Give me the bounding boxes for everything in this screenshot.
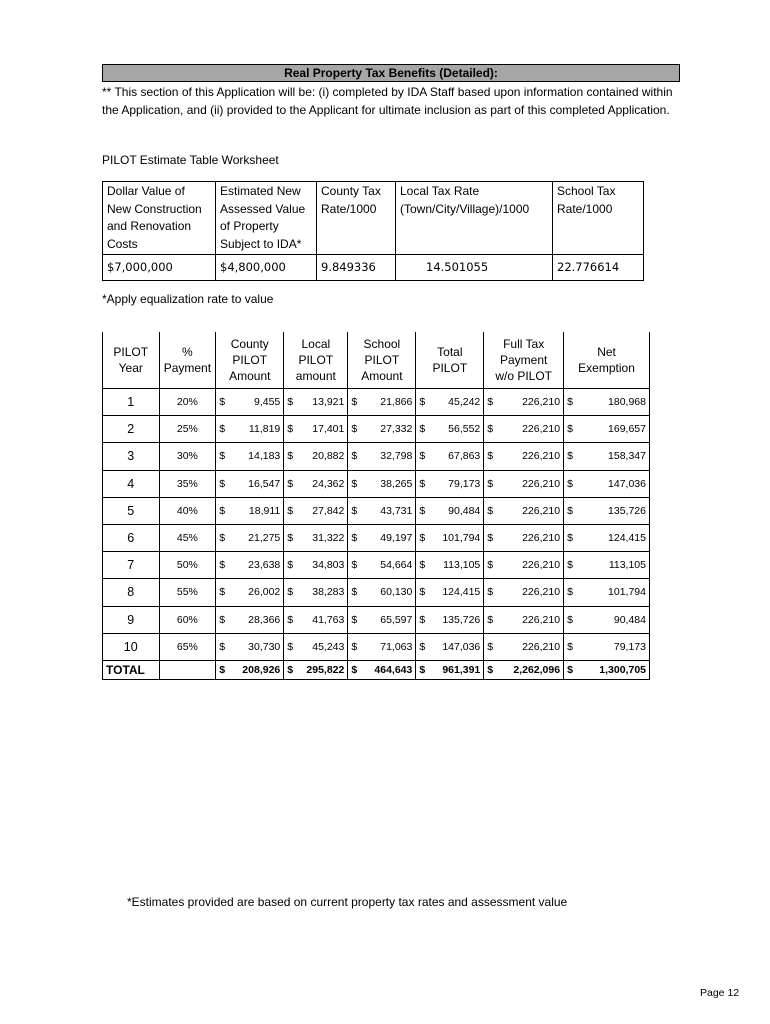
pilot-row <box>103 606 650 633</box>
pilot-county-cell <box>216 470 284 497</box>
pilot-local-cell <box>284 524 348 551</box>
currency-symbol: $ <box>219 423 226 436</box>
pilot-full-value: 226,210 <box>522 613 561 626</box>
currency-symbol: $ <box>567 532 573 545</box>
pilot-full-cell <box>484 416 564 443</box>
worksheet-title: PILOT Estimate Table Worksheet <box>102 153 279 167</box>
currency-symbol: $ <box>567 640 573 653</box>
pilot-school-value: 54,664 <box>380 559 413 572</box>
pilot-year: 5 <box>103 497 160 524</box>
pilot-total-value: 79,173 <box>448 477 481 490</box>
currency-symbol: $ <box>567 450 573 463</box>
currency-symbol: $ <box>287 663 294 676</box>
pilot-school-cell <box>348 497 416 524</box>
pilot-payment-pct: 40% <box>159 497 216 524</box>
total-local <box>284 660 348 679</box>
pilot-school-cell <box>348 470 416 497</box>
pilot-local-cell <box>284 552 348 579</box>
currency-symbol: $ <box>287 504 294 517</box>
header-line: PILOT <box>364 353 400 367</box>
pilot-local-value: 41,763 <box>312 613 345 626</box>
currency-symbol: $ <box>487 663 494 676</box>
pilot-total-cell <box>416 524 484 551</box>
intro-text: ** This section of this Application will be: (i) completed by IDA Staff based upon information contained within the Application, and (ii) provided to the Applicant for ultimate inclusion as part of this completed Application. <box>102 85 673 117</box>
header-line: w/o PILOT <box>495 369 553 383</box>
total-school <box>348 660 416 679</box>
pilot-net-value: 158,347 <box>608 450 646 463</box>
pilot-school-value: 43,731 <box>380 504 413 517</box>
pilot-school-value: 65,597 <box>380 613 413 626</box>
pilot-county-cell <box>216 524 284 551</box>
currency-symbol: $ <box>351 613 358 626</box>
currency-symbol: $ <box>567 504 573 517</box>
page-number: Page 12 <box>700 987 740 999</box>
pilot-header-cell <box>216 332 284 389</box>
pilot-school-cell <box>348 524 416 551</box>
pilot-total-cell <box>416 606 484 633</box>
currency-symbol: $ <box>219 477 226 490</box>
pilot-net-cell <box>564 606 650 633</box>
pilot-header-cell <box>159 332 216 389</box>
pilot-row <box>103 497 650 524</box>
pilot-county-value: 18,911 <box>248 504 281 517</box>
pilot-county-cell <box>216 443 284 470</box>
pilot-total-value: 101,794 <box>442 532 481 545</box>
currency-symbol: $ <box>419 450 426 463</box>
pilot-full-value: 226,210 <box>522 640 561 653</box>
pilot-payment-pct: 25% <box>159 416 216 443</box>
header-line: Amount <box>361 369 403 383</box>
currency-symbol: $ <box>567 423 573 436</box>
pilot-payment-pct: 55% <box>159 579 216 606</box>
school-tax-rate: 22.776614 <box>553 255 644 281</box>
total-full <box>484 660 564 679</box>
currency-symbol: $ <box>287 396 294 409</box>
currency-symbol: $ <box>351 450 358 463</box>
pilot-school-value: 27,332 <box>380 423 413 436</box>
total-label: TOTAL <box>103 660 160 679</box>
pilot-total-value: 124,415 <box>442 586 481 599</box>
currency-symbol: $ <box>351 532 358 545</box>
header-line: Rate/1000 <box>557 201 613 216</box>
pilot-year: 2 <box>103 416 160 443</box>
header-line: New Construction <box>107 201 202 216</box>
currency-symbol: $ <box>219 663 226 676</box>
currency-symbol: $ <box>487 423 494 436</box>
currency-symbol: $ <box>287 640 294 653</box>
pilot-net-cell <box>564 579 650 606</box>
pilot-net-cell <box>564 389 650 416</box>
total-pilot <box>416 660 484 679</box>
pilot-full-cell <box>484 579 564 606</box>
total-full-value: 2,262,096 <box>513 663 561 676</box>
total-pct <box>159 660 216 679</box>
header-line: amount <box>295 369 336 383</box>
currency-symbol: $ <box>287 586 294 599</box>
pilot-payment-pct: 65% <box>159 633 216 660</box>
estimate-header-row <box>103 182 644 255</box>
header-line: Full Tax <box>503 337 545 351</box>
header-line: Amount <box>229 369 271 383</box>
pilot-year: 7 <box>103 552 160 579</box>
currency-symbol: $ <box>287 559 294 572</box>
currency-symbol: $ <box>219 559 226 572</box>
pilot-total-cell <box>416 633 484 660</box>
equalization-note: *Apply equalization rate to value <box>102 292 274 306</box>
total-local-value: 295,822 <box>306 663 345 676</box>
estimate-table <box>102 181 644 281</box>
pilot-local-value: 24,362 <box>312 477 345 490</box>
pilot-local-value: 17,401 <box>312 423 345 436</box>
header-line: Local Tax Rate <box>400 184 480 198</box>
currency-symbol: $ <box>419 477 426 490</box>
pilot-net-value: 90,484 <box>613 613 646 626</box>
pilot-header-cell <box>348 332 416 389</box>
pilot-total-value: 67,863 <box>448 450 481 463</box>
currency-symbol: $ <box>487 532 494 545</box>
pilot-net-value: 79,173 <box>613 640 646 653</box>
currency-symbol: $ <box>487 613 494 626</box>
pilot-total-value: 90,484 <box>448 504 481 517</box>
currency-symbol: $ <box>219 532 226 545</box>
pilot-school-cell <box>348 416 416 443</box>
currency-symbol: $ <box>487 450 494 463</box>
currency-symbol: $ <box>419 504 426 517</box>
pilot-net-value: 124,415 <box>608 532 646 545</box>
pilot-total-value: 113,105 <box>443 559 481 572</box>
currency-symbol: $ <box>219 640 226 653</box>
currency-symbol: $ <box>351 423 358 436</box>
currency-symbol: $ <box>419 532 426 545</box>
pilot-net-cell <box>564 497 650 524</box>
currency-symbol: $ <box>567 477 573 490</box>
estimate-header-cell <box>317 182 396 255</box>
currency-symbol: $ <box>419 663 426 676</box>
pilot-full-cell <box>484 497 564 524</box>
currency-symbol: $ <box>351 663 358 676</box>
pilot-county-value: 16,547 <box>248 477 281 490</box>
pilot-county-value: 11,819 <box>248 423 281 436</box>
header-line: Costs <box>107 236 138 251</box>
pilot-header-cell <box>416 332 484 389</box>
pilot-header-cell <box>103 332 160 389</box>
pilot-total-row <box>103 660 650 679</box>
pilot-full-value: 226,210 <box>522 423 561 436</box>
pilot-net-value: 169,657 <box>608 423 646 436</box>
pilot-county-cell <box>216 552 284 579</box>
header-line: School Tax <box>557 184 616 198</box>
header-line: Rate/1000 <box>321 201 377 216</box>
pilot-payment-pct: 60% <box>159 606 216 633</box>
currency-symbol: $ <box>567 586 573 599</box>
pilot-net-value: 101,794 <box>608 586 646 599</box>
pilot-total-value: 56,552 <box>448 423 481 436</box>
pilot-local-value: 34,803 <box>312 559 345 572</box>
header-line: % <box>182 345 193 359</box>
pilot-year: 9 <box>103 606 160 633</box>
pilot-school-cell <box>348 606 416 633</box>
currency-symbol: $ <box>487 477 494 490</box>
pilot-net-cell <box>564 416 650 443</box>
currency-symbol: $ <box>419 613 426 626</box>
pilot-county-cell <box>216 606 284 633</box>
pilot-local-cell <box>284 443 348 470</box>
header-line: School <box>363 337 401 351</box>
pilot-school-cell <box>348 579 416 606</box>
pilot-header-cell <box>284 332 348 389</box>
pilot-full-value: 226,210 <box>522 586 561 599</box>
pilot-full-value: 226,210 <box>522 477 561 490</box>
pilot-total-cell <box>416 579 484 606</box>
pilot-net-cell <box>564 524 650 551</box>
total-county-value: 208,926 <box>242 663 281 676</box>
header-line: Dollar Value of <box>107 184 185 198</box>
header-line: PILOT <box>113 345 149 359</box>
pilot-row <box>103 579 650 606</box>
pilot-county-value: 30,730 <box>248 640 281 653</box>
total-pilot-value: 961,391 <box>442 663 481 676</box>
pilot-local-value: 45,243 <box>312 640 345 653</box>
pilot-full-cell <box>484 470 564 497</box>
header-line: Local <box>301 337 331 351</box>
pilot-year: 10 <box>103 633 160 660</box>
pilot-total-cell <box>416 389 484 416</box>
pilot-total-cell <box>416 416 484 443</box>
pilot-payment-pct: 50% <box>159 552 216 579</box>
header-line: County Tax <box>321 184 381 198</box>
pilot-row <box>103 443 650 470</box>
pilot-header-row <box>103 332 650 389</box>
currency-symbol: $ <box>487 586 494 599</box>
pilot-local-cell <box>284 416 348 443</box>
county-tax-rate: 9.849336 <box>317 255 396 281</box>
pilot-local-cell <box>284 633 348 660</box>
pilot-school-value: 38,265 <box>380 477 413 490</box>
pilot-table <box>102 332 650 680</box>
estimate-header-cell <box>396 182 553 255</box>
currency-symbol: $ <box>287 532 294 545</box>
pilot-county-cell <box>216 389 284 416</box>
pilot-school-cell <box>348 633 416 660</box>
pilot-row <box>103 470 650 497</box>
header-line: (Town/City/Village)/1000 <box>400 201 530 216</box>
currency-symbol: $ <box>219 586 226 599</box>
pilot-row <box>103 524 650 551</box>
estimate-header-cell <box>553 182 644 255</box>
pilot-year: 4 <box>103 470 160 497</box>
pilot-school-value: 71,063 <box>380 640 413 653</box>
currency-symbol: $ <box>287 477 294 490</box>
pilot-county-cell <box>216 497 284 524</box>
pilot-payment-pct: 45% <box>159 524 216 551</box>
pilot-county-value: 9,455 <box>253 396 281 409</box>
pilot-county-value: 23,638 <box>248 559 281 572</box>
pilot-full-cell <box>484 606 564 633</box>
pilot-school-value: 60,130 <box>380 586 413 599</box>
pilot-total-value: 45,242 <box>448 396 481 409</box>
pilot-full-value: 226,210 <box>522 532 561 545</box>
currency-symbol: $ <box>219 396 226 409</box>
header-line: Year <box>118 361 143 375</box>
header-line: and Renovation <box>107 219 192 233</box>
currency-symbol: $ <box>419 559 426 572</box>
pilot-local-cell <box>284 470 348 497</box>
pilot-total-cell <box>416 443 484 470</box>
currency-symbol: $ <box>287 450 294 463</box>
pilot-row <box>103 416 650 443</box>
header-line: PILOT <box>298 353 334 367</box>
pilot-row <box>103 633 650 660</box>
estimate-value-row <box>103 255 644 281</box>
pilot-total-value: 147,036 <box>442 640 481 653</box>
pilot-county-value: 26,002 <box>248 586 281 599</box>
currency-symbol: $ <box>219 450 226 463</box>
pilot-net-value: 180,968 <box>608 396 646 409</box>
pilot-year: 1 <box>103 389 160 416</box>
estimate-header-cell <box>103 182 216 255</box>
pilot-local-value: 13,921 <box>312 396 345 409</box>
currency-symbol: $ <box>419 586 426 599</box>
currency-symbol: $ <box>351 640 358 653</box>
pilot-full-cell <box>484 443 564 470</box>
pilot-year: 6 <box>103 524 160 551</box>
pilot-school-cell <box>348 389 416 416</box>
pilot-full-cell <box>484 524 564 551</box>
currency-symbol: $ <box>351 396 358 409</box>
pilot-payment-pct: 30% <box>159 443 216 470</box>
pilot-row <box>103 389 650 416</box>
pilot-county-value: 28,366 <box>248 613 281 626</box>
currency-symbol: $ <box>351 586 358 599</box>
local-tax-rate: 14.501055 <box>396 255 553 281</box>
assessed-value: $4,800,000 <box>216 255 317 281</box>
pilot-year: 3 <box>103 443 160 470</box>
total-net-value: 1,300,705 <box>599 663 646 676</box>
currency-symbol: $ <box>567 559 573 572</box>
pilot-header-cell <box>484 332 564 389</box>
pilot-school-cell <box>348 443 416 470</box>
pilot-body <box>103 389 650 661</box>
pilot-net-cell <box>564 443 650 470</box>
header-line: PILOT <box>232 353 268 367</box>
pilot-payment-pct: 35% <box>159 470 216 497</box>
pilot-local-value: 20,882 <box>312 450 345 463</box>
header-line: Exemption <box>578 361 635 375</box>
header-line: Assessed Value <box>220 201 306 216</box>
pilot-net-value: 147,036 <box>608 477 646 490</box>
pilot-school-value: 21,866 <box>380 396 413 409</box>
pilot-total-cell <box>416 470 484 497</box>
total-county <box>216 660 284 679</box>
currency-symbol: $ <box>567 663 573 676</box>
total-net <box>564 660 650 679</box>
header-line: Total <box>437 345 463 359</box>
pilot-full-cell <box>484 633 564 660</box>
pilot-school-value: 32,798 <box>380 450 413 463</box>
currency-symbol: $ <box>419 640 426 653</box>
pilot-total-cell <box>416 552 484 579</box>
header-line: Payment <box>499 353 548 367</box>
currency-symbol: $ <box>487 504 494 517</box>
currency-symbol: $ <box>351 504 358 517</box>
currency-symbol: $ <box>219 613 226 626</box>
pilot-full-value: 226,210 <box>522 504 561 517</box>
pilot-local-value: 38,283 <box>312 586 345 599</box>
pilot-full-value: 226,210 <box>522 450 561 463</box>
pilot-net-cell <box>564 470 650 497</box>
pilot-local-cell <box>284 389 348 416</box>
currency-symbol: $ <box>567 613 573 626</box>
currency-symbol: $ <box>351 477 358 490</box>
pilot-total-value: 135,726 <box>442 613 481 626</box>
currency-symbol: $ <box>287 423 294 436</box>
pilot-net-cell <box>564 633 650 660</box>
currency-symbol: $ <box>567 396 573 409</box>
pilot-county-cell <box>216 633 284 660</box>
pilot-header-cell <box>564 332 650 389</box>
pilot-local-cell <box>284 579 348 606</box>
pilot-school-value: 49,197 <box>380 532 413 545</box>
estimate-header-cell <box>216 182 317 255</box>
pilot-full-cell <box>484 552 564 579</box>
header-line: County <box>230 337 269 351</box>
currency-symbol: $ <box>351 559 358 572</box>
header-line: Estimated New <box>220 184 301 198</box>
total-school-value: 464,643 <box>374 663 413 676</box>
pilot-payment-pct: 20% <box>159 389 216 416</box>
currency-symbol: $ <box>287 613 294 626</box>
currency-symbol: $ <box>219 504 226 517</box>
pilot-local-value: 27,842 <box>312 504 345 517</box>
pilot-county-cell <box>216 579 284 606</box>
currency-symbol: $ <box>419 423 426 436</box>
header-line: Subject to IDA* <box>220 236 302 251</box>
pilot-local-cell <box>284 606 348 633</box>
header-line: of Property <box>220 219 279 233</box>
header-line: Net <box>597 345 616 359</box>
pilot-row <box>103 552 650 579</box>
pilot-total-cell <box>416 497 484 524</box>
pilot-net-cell <box>564 552 650 579</box>
currency-symbol: $ <box>487 640 494 653</box>
pilot-year: 8 <box>103 579 160 606</box>
construction-cost-value: $7,000,000 <box>103 255 216 281</box>
currency-symbol: $ <box>487 396 494 409</box>
pilot-local-value: 31,322 <box>312 532 345 545</box>
pilot-county-value: 21,275 <box>248 532 281 545</box>
currency-symbol: $ <box>487 559 494 572</box>
pilot-full-cell <box>484 389 564 416</box>
pilot-county-value: 14,183 <box>248 450 281 463</box>
pilot-county-cell <box>216 416 284 443</box>
pilot-school-cell <box>348 552 416 579</box>
pilot-net-value: 113,105 <box>608 559 646 572</box>
pilot-net-value: 135,726 <box>608 504 646 517</box>
pilot-local-cell <box>284 497 348 524</box>
header-line: PILOT <box>432 361 468 375</box>
pilot-full-value: 226,210 <box>522 396 561 409</box>
footer-note: *Estimates provided are based on current property tax rates and assessment value <box>127 895 568 909</box>
currency-symbol: $ <box>419 396 426 409</box>
header-line: Payment <box>163 361 212 375</box>
section-title: Real Property Tax Benefits (Detailed): <box>102 64 680 82</box>
pilot-full-value: 226,210 <box>522 559 561 572</box>
